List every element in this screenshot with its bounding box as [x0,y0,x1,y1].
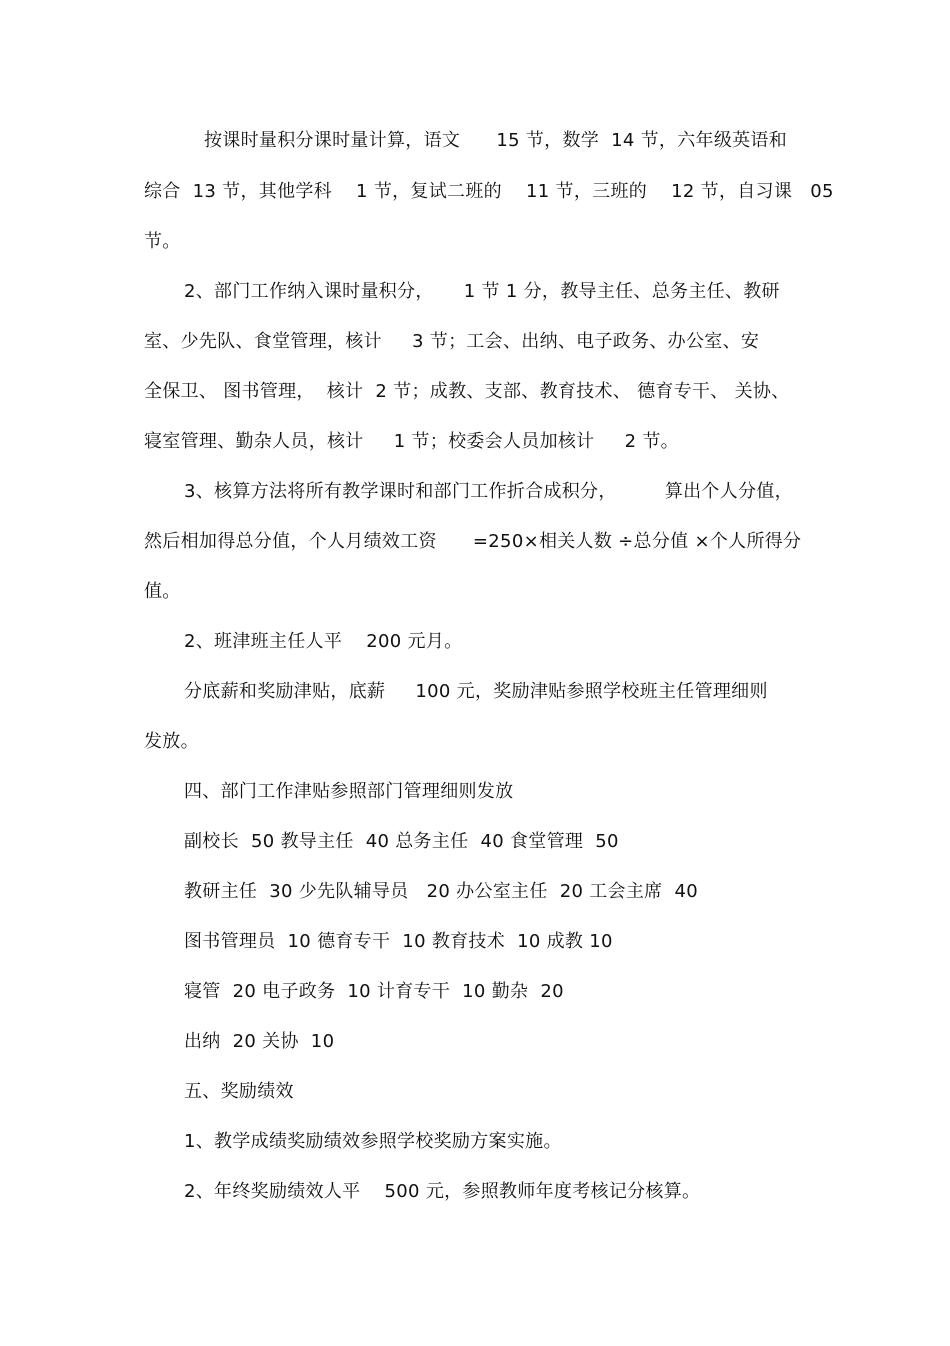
allowance-row-5: 出纳 20 关协 10 [184,1031,335,1052]
text-line-6: 全保卫、 图书管理， 核计 2 节；成教、支部、教育技术、 德育专干、 关协、 [144,381,790,402]
allowance-row-2: 教研主任 30 少先队辅导员 20 办公室主任 20 工会主席 40 [184,881,698,902]
text-line-4: 2、部门工作纳入课时量积分， 1 节 1 分，教导主任、总务主任、教研 [184,281,780,302]
section-heading-5: 五、奖励绩效 [184,1081,294,1102]
text-line-5: 室、少先队、食堂管理，核计 3 节；工会、出纳、电子政务、办公室、安 [144,331,760,352]
section-heading-4: 四、部门工作津贴参照部门管理细则发放 [184,781,514,802]
text-line-11: 2、班津班主任人平 200 元月。 [184,631,463,652]
text-line-21: 1、教学成绩奖励绩效参照学校奖励方案实施。 [184,1131,562,1152]
allowance-row-3: 图书管理员 10 德育专干 10 教育技术 10 成教 10 [184,931,613,952]
text-line-3: 节。 [144,231,181,252]
text-line-22: 2、年终奖励绩效人平 500 元，参照教师年度考核记分核算。 [184,1181,701,1202]
allowance-row-4: 寝管 20 电子政务 10 计育专干 10 勤杂 20 [184,981,564,1002]
text-line-7: 寝室管理、勤杂人员，核计 1 节；校委会人员加核计 2 节。 [144,431,679,452]
text-line-9: 然后相加得总分值，个人月绩效工资 =250×相关人数 ÷总分值 ×个人所得分 [144,531,802,552]
text-line-12: 分底薪和奖励津贴，底薪 100 元，奖励津贴参照学校班主任管理细则 [184,681,768,702]
text-line-10: 值。 [144,581,181,602]
text-line-1: 按课时量积分课时量计算，语文 15 节，数学 14 节，六年级英语和 [204,130,788,151]
text-line-2: 综合 13 节，其他学科 1 节，复试二班的 11 节，三班的 12 节，自习课 05 [144,181,834,202]
allowance-row-1: 副校长 50 教导主任 40 总务主任 40 食堂管理 50 [184,831,619,852]
text-line-13: 发放。 [144,731,199,752]
text-line-8: 3、核算方法将所有教学课时和部门工作折合成积分， 算出个人分值， [184,481,793,502]
